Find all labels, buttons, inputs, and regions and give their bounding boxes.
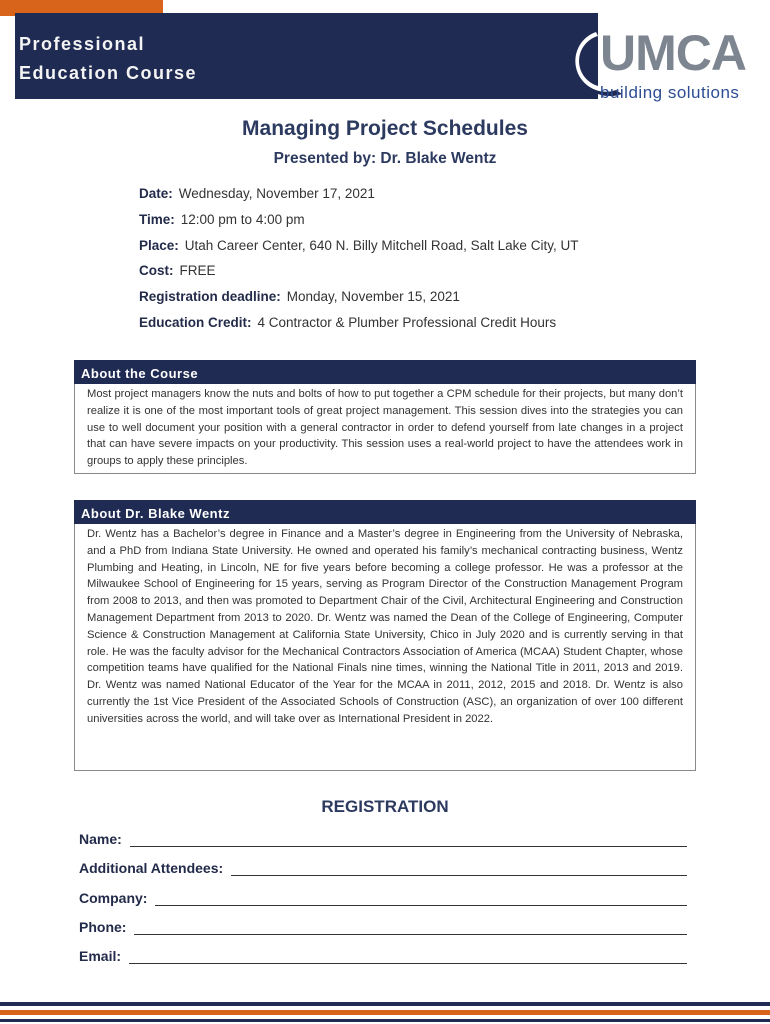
- field-label: Additional Attendees:: [79, 860, 224, 876]
- header-banner: [15, 13, 598, 99]
- presenter-line: Presented by: Dr. Blake Wentz: [273, 150, 497, 167]
- footer-navy-stripe-bottom: [0, 1019, 770, 1022]
- detail-label: Registration deadline:: [139, 289, 281, 304]
- detail-label: Place:: [139, 238, 179, 253]
- detail-registration-deadline: [139, 289, 460, 304]
- detail-label: Date:: [139, 186, 173, 201]
- detail-label: Cost:: [139, 263, 174, 278]
- banner-line-2: Education Course: [19, 63, 198, 83]
- field-label: Name:: [79, 831, 122, 847]
- logo-wordmark: UMCA: [600, 25, 746, 81]
- company-input-line[interactable]: [155, 892, 687, 906]
- detail-date: [139, 186, 375, 201]
- event-title: Managing Project Schedules: [242, 117, 528, 140]
- field-label: Phone:: [79, 919, 127, 935]
- field-label: Email:: [79, 948, 122, 964]
- detail-value: 12:00 pm to 4:00 pm: [180, 212, 305, 227]
- about-course-heading: [74, 360, 696, 384]
- registration-heading: REGISTRATION: [321, 797, 449, 816]
- detail-education-credit: [139, 315, 556, 330]
- about-presenter-heading: [74, 500, 696, 524]
- phone-field[interactable]: [79, 917, 687, 935]
- detail-label: Time:: [139, 212, 175, 227]
- footer-orange-stripe: [0, 1010, 770, 1015]
- detail-value: 4 Contractor & Plumber Professional Credit Hours: [257, 315, 557, 330]
- about-course-box: [74, 384, 696, 474]
- name-input-line[interactable]: [130, 833, 687, 847]
- field-label: Company:: [79, 890, 148, 906]
- section-heading-text: About the Course: [81, 366, 199, 381]
- email-input-line[interactable]: [129, 950, 687, 964]
- footer-navy-stripe: [0, 1002, 770, 1006]
- section-heading-text: About Dr. Blake Wentz: [81, 506, 230, 521]
- about-presenter-box: [74, 524, 696, 771]
- phone-input-line[interactable]: [134, 921, 687, 935]
- company-field[interactable]: [79, 888, 687, 906]
- detail-value: Utah Career Center, 640 N. Billy Mitchell Road, Salt Lake City, UT: [184, 238, 579, 253]
- additional-attendees-field[interactable]: [79, 858, 687, 876]
- detail-cost: [139, 263, 216, 278]
- name-field[interactable]: [79, 829, 687, 847]
- detail-time: [139, 212, 305, 227]
- detail-value: Monday, November 15, 2021: [286, 289, 460, 304]
- detail-label: Education Credit:: [139, 315, 252, 330]
- email-field[interactable]: [79, 946, 687, 964]
- additional-attendees-input-line[interactable]: [231, 862, 687, 876]
- detail-place: [139, 238, 578, 253]
- logo-tagline: building solutions: [600, 83, 740, 102]
- about-course-text: Most project managers know the nuts and bolts of how to put together a CPM schedule for their projects, but many don’t realize it is one of the most important tools of great project management. This session dives into the strategies you can use to well document your position with a general contractor in order to defend yourself from late changes in a project that can have severe impacts on your productivity. This session uses a real-world project to have the attendees work in groups to apply these principles.: [87, 388, 683, 468]
- banner-line-1: Professional: [19, 34, 146, 54]
- about-presenter-text: Dr. Wentz has a Bachelor’s degree in Finance and a Master’s degree in Engineering from the University of Nebraska, and a PhD from Indiana State University. He owned and operated his family’s mechanical contracting business, Wentz Plumbing and Heating, in Lincoln, NE for five years before becoming a college professor. He was a professor at the Milwaukee School of Engineering for 15 years, serving as Program Director of the Construction Management Program from 2008 to 2013, and then was promoted to Department Chair of the Civil, Architectural Engineering and Construction Management Department from 2013 to 2020. Dr. Wentz was named the Dean of the College of Engineering, Computer Science & Construction Management at California State University, Chico in July 2020 and is currently serving in that role. He was the faculty advisor for the Mechanical Contractors Association of America (MCAA) Student Chapter, whose competition teams have qualified for the National Finals nine times, winning the National Title in 2011, 2013 and 2019. Dr. Wentz was named National Educator of the Year for the MCAA in 2011, 2012, 2015 and 2018. Dr. Wentz is also currently the 1st Vice President of the Associated Schools of Construction (ASC), an organization of over 100 different universities across the world, and will take over as International President in 2022.: [87, 528, 683, 725]
- detail-value: Wednesday, November 17, 2021: [178, 186, 375, 201]
- detail-value: FREE: [179, 263, 216, 278]
